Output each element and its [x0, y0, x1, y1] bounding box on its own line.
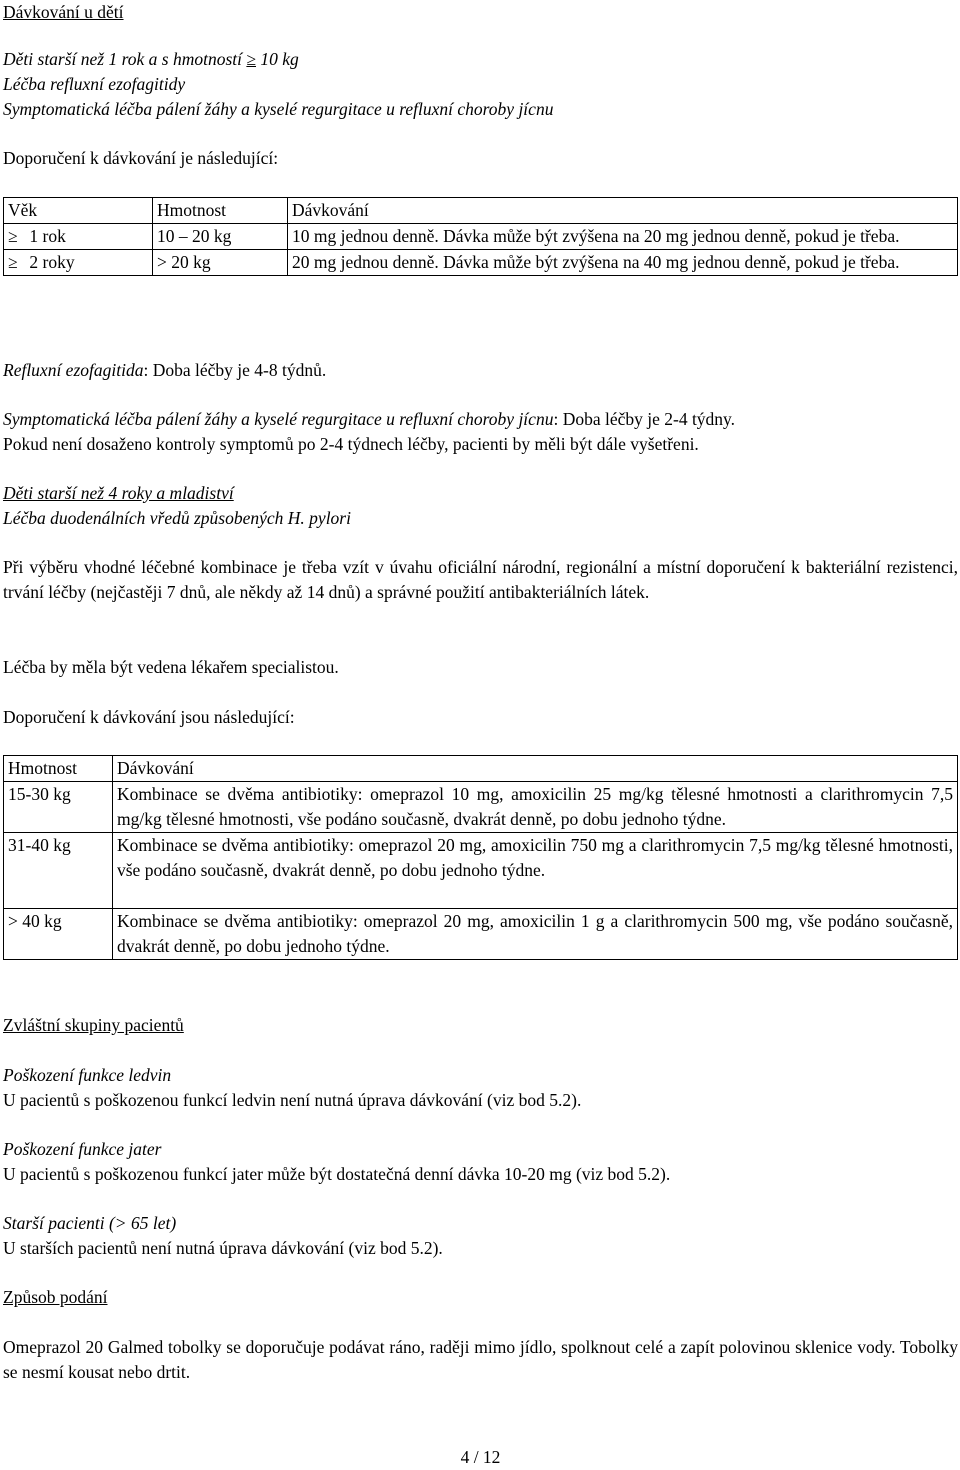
children2-indication: Léčba duodenálních vředů způsobených H. pylori	[3, 508, 351, 528]
weight-cell: 10 – 20 kg	[153, 224, 288, 250]
hepatic-label: Poškození funkce jater	[3, 1139, 162, 1159]
administration-heading: Způsob podání	[3, 1287, 108, 1307]
weight-cell: 31-40 kg	[4, 833, 113, 909]
age-cell: ≥ 2 roky	[4, 250, 153, 276]
weight-cell: 15-30 kg	[4, 782, 113, 833]
indication-heartburn: Symptomatická léčba pálení žáhy a kyselé regurgitace u refluxní choroby jícnu	[3, 99, 554, 119]
table-row	[4, 833, 958, 909]
dose-cell: 10 mg jednou denně. Dávka může být zvýšena na 20 mg jednou denně, pokud je třeba.	[288, 224, 958, 250]
children2-heading: Děti starší než 4 roky a mladiství	[3, 483, 234, 503]
symptom-duration: Symptomatická léčba pálení žáhy a kyselé regurgitace u refluxní choroby jícnu: Doba léčby je 2-4 týdny.	[3, 409, 736, 429]
header-dosage: Dávkování	[113, 756, 958, 782]
dosage-table-age	[3, 197, 958, 276]
header-weight: Hmotnost	[4, 756, 113, 782]
dose-cell: Kombinace se dvěma antibiotiky: omeprazol 10 mg, amoxicilin 25 mg/kg tělesné hmotnosti a clarithromycin 7,5 mg/kg tělesné hmotnosti, vše podáno současně, dvakrát denně, po dobu jednoho týdne.	[113, 782, 958, 833]
renal-text: U pacientů s poškozenou funkcí ledvin není nutná úprava dávkování (viz bod 5.2).	[3, 1090, 582, 1110]
reflux-duration: Refluxní ezofagitida: Doba léčby je 4-8 týdnů.	[3, 360, 327, 380]
section-title: Dávkování u dětí	[3, 2, 124, 22]
page-number: 4 / 12	[460, 1447, 501, 1467]
hepatic-text: U pacientů s poškozenou funkcí jater může být dostatečná denní dávka 10-20 mg (viz bod 5.2).	[3, 1164, 671, 1184]
indication-reflux-esophagitis: Léčba refluxní ezofagitidy	[3, 74, 186, 94]
elderly-text: U starších pacientů není nutná úprava dávkování (viz bod 5.2).	[3, 1238, 443, 1258]
control-note: Pokud není dosaženo kontroly symptomů po 2-4 týdnech léčby, pacienti by měli být dále vyšetřeni.	[3, 434, 699, 454]
header-age: Věk	[4, 198, 153, 224]
weight-cell: > 40 kg	[4, 909, 113, 960]
administration-text: Omeprazol 20 Galmed tobolky se doporučuje podávat ráno, raději mimo jídlo, spolknout celé a zapít polovinou sklenice vody. Tobolky se nesmí kousat nebo drtit.	[3, 1337, 958, 1382]
dosage-recommendation-1: Doporučení k dávkování je následující:	[3, 148, 279, 168]
combination-paragraph: Při výběru vhodné léčebné kombinace je třeba vzít v úvahu oficiální národní, regionální a místní doporučení k bakteriální rezistenci, trvání léčby (nejčastěji 7 dnů, ale někdy až 14 dnů) a správné použití antibakteriálních látek.	[3, 557, 958, 602]
table-row	[4, 250, 958, 276]
renal-label: Poškození funkce ledvin	[3, 1065, 172, 1085]
table-row	[4, 782, 958, 833]
specialist-note: Léčba by měla být vedena lékařem specialistou.	[3, 657, 339, 677]
dose-cell: Kombinace se dvěma antibiotiky: omeprazol 20 mg, amoxicilin 1 g a clarithromycin 500 mg, vše podáno současně, dvakrát denně, po dobu jednoho týdne.	[113, 909, 958, 960]
dose-cell: Kombinace se dvěma antibiotiky: omeprazol 20 mg, amoxicilin 750 mg a clarithromycin 7,5 mg/kg tělesné hmotnosti, vše podáno současně, dvakrát denně, po dobu jednoho týdne.	[113, 833, 958, 909]
dose-cell: 20 mg jednou denně. Dávka může být zvýšena na 40 mg jednou denně, pokud je třeba.	[288, 250, 958, 276]
dosage-table-weight	[3, 755, 958, 960]
weight-cell: > 20 kg	[153, 250, 288, 276]
age-cell: ≥ 1 rok	[4, 224, 153, 250]
table-header-row	[4, 756, 958, 782]
header-dosage: Dávkování	[288, 198, 958, 224]
table-header-row	[4, 198, 958, 224]
elderly-label: Starší pacienti (> 65 let)	[3, 1213, 177, 1233]
header-weight: Hmotnost	[153, 198, 288, 224]
dosage-recommendation-2: Doporučení k dávkování jsou následující:	[3, 707, 295, 727]
special-groups-heading: Zvláštní skupiny pacientů	[3, 1015, 184, 1035]
ge-symbol: ≥	[246, 49, 256, 69]
table-row	[4, 909, 958, 960]
children1-heading: Děti starší než 1 rok a s hmotností ≥ 10 kg	[3, 49, 299, 69]
table-row	[4, 224, 958, 250]
